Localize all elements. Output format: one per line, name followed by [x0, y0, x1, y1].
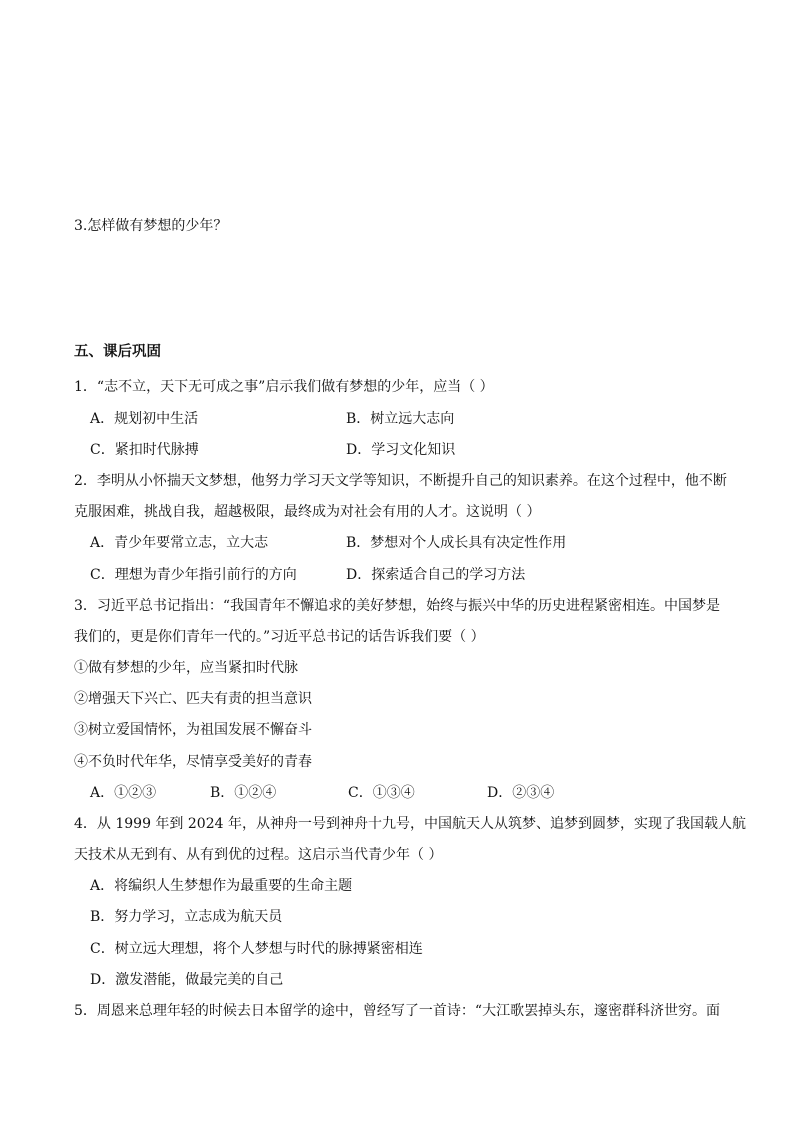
- q1-option-c: C．紧扣时代脉搏: [90, 442, 199, 458]
- q3-stem-line1: 3．习近平总书记指出：“我国青年不懈追求的美好梦想，始终与振兴中华的历史进程紧密相连。中国梦是: [74, 598, 721, 614]
- q3-statement-2: ②增强天下兴亡、匹夫有责的担当意识: [74, 691, 312, 707]
- q1-option-b: B．树立远大志向: [346, 411, 455, 427]
- section-title: 五、课后巩固: [74, 344, 161, 360]
- q5-stem-line1: 5．周恩来总理年轻的时候去日本留学的途中，曾经写了一首诗：“大江歌罢掉头东，邃密群科济世穷。面: [74, 1003, 721, 1019]
- q3-option-a: A．①②③: [90, 785, 157, 801]
- q2-option-d: D．探索适合自己的学习方法: [346, 567, 526, 583]
- q2-option-c: C．理想为青少年指引前行的方向: [90, 567, 297, 583]
- q1-option-a: A．规划初中生活: [90, 411, 199, 427]
- q3-option-d: D．②③④: [487, 785, 555, 801]
- q4-option-c: C．树立远大理想，将个人梦想与时代的脉搏紧密相连: [90, 941, 423, 957]
- q4-stem-line2: 天技术从无到有、从有到优的过程。这启示当代青少年（ ）: [74, 847, 443, 863]
- q3-statement-3: ③树立爱国情怀，为祖国发展不懈奋斗: [74, 722, 312, 738]
- q3-option-b: B．①②④: [210, 785, 277, 801]
- q3-option-c: C．①③④: [348, 785, 415, 801]
- q1-option-d: D．学习文化知识: [346, 442, 456, 458]
- q4-option-a: A．将编织人生梦想作为最重要的生命主题: [90, 878, 353, 894]
- q4-stem-line1: 4．从 1999 年到 2024 年，从神舟一号到神舟十九号，中国航天人从筑梦、追梦到圆梦，实现了我国载人航: [74, 816, 746, 832]
- q4-option-d: D．激发潜能，做最完美的自己: [90, 972, 284, 988]
- q2-stem-line1: 2．李明从小怀揣天文梦想，他努力学习天文学等知识，不断提升自己的知识素养。在这个过程中，他不断: [74, 473, 727, 489]
- q3-statement-1: ①做有梦想的少年，应当紧扣时代脉: [74, 660, 298, 676]
- q1-stem: 1．“志不立，天下无可成之事”启示我们做有梦想的少年，应当（ ）: [74, 379, 494, 395]
- q4-option-b: B．努力学习，立志成为航天员: [90, 909, 283, 925]
- prev-question: 3.怎样做有梦想的少年？: [74, 218, 228, 234]
- q3-stem-line2: 我们的，更是你们青年一代的。”习近平总书记的话告诉我们要（ ）: [74, 629, 485, 645]
- q2-stem-line2: 克服困难，挑战自我，超越极限，最终成为对社会有用的人才。这说明（ ）: [74, 504, 541, 520]
- q3-statement-4: ④不负时代年华，尽情享受美好的青春: [74, 754, 312, 770]
- q2-option-b: B．梦想对个人成长具有决定性作用: [346, 535, 567, 551]
- q2-option-a: A．青少年要常立志，立大志: [90, 535, 269, 551]
